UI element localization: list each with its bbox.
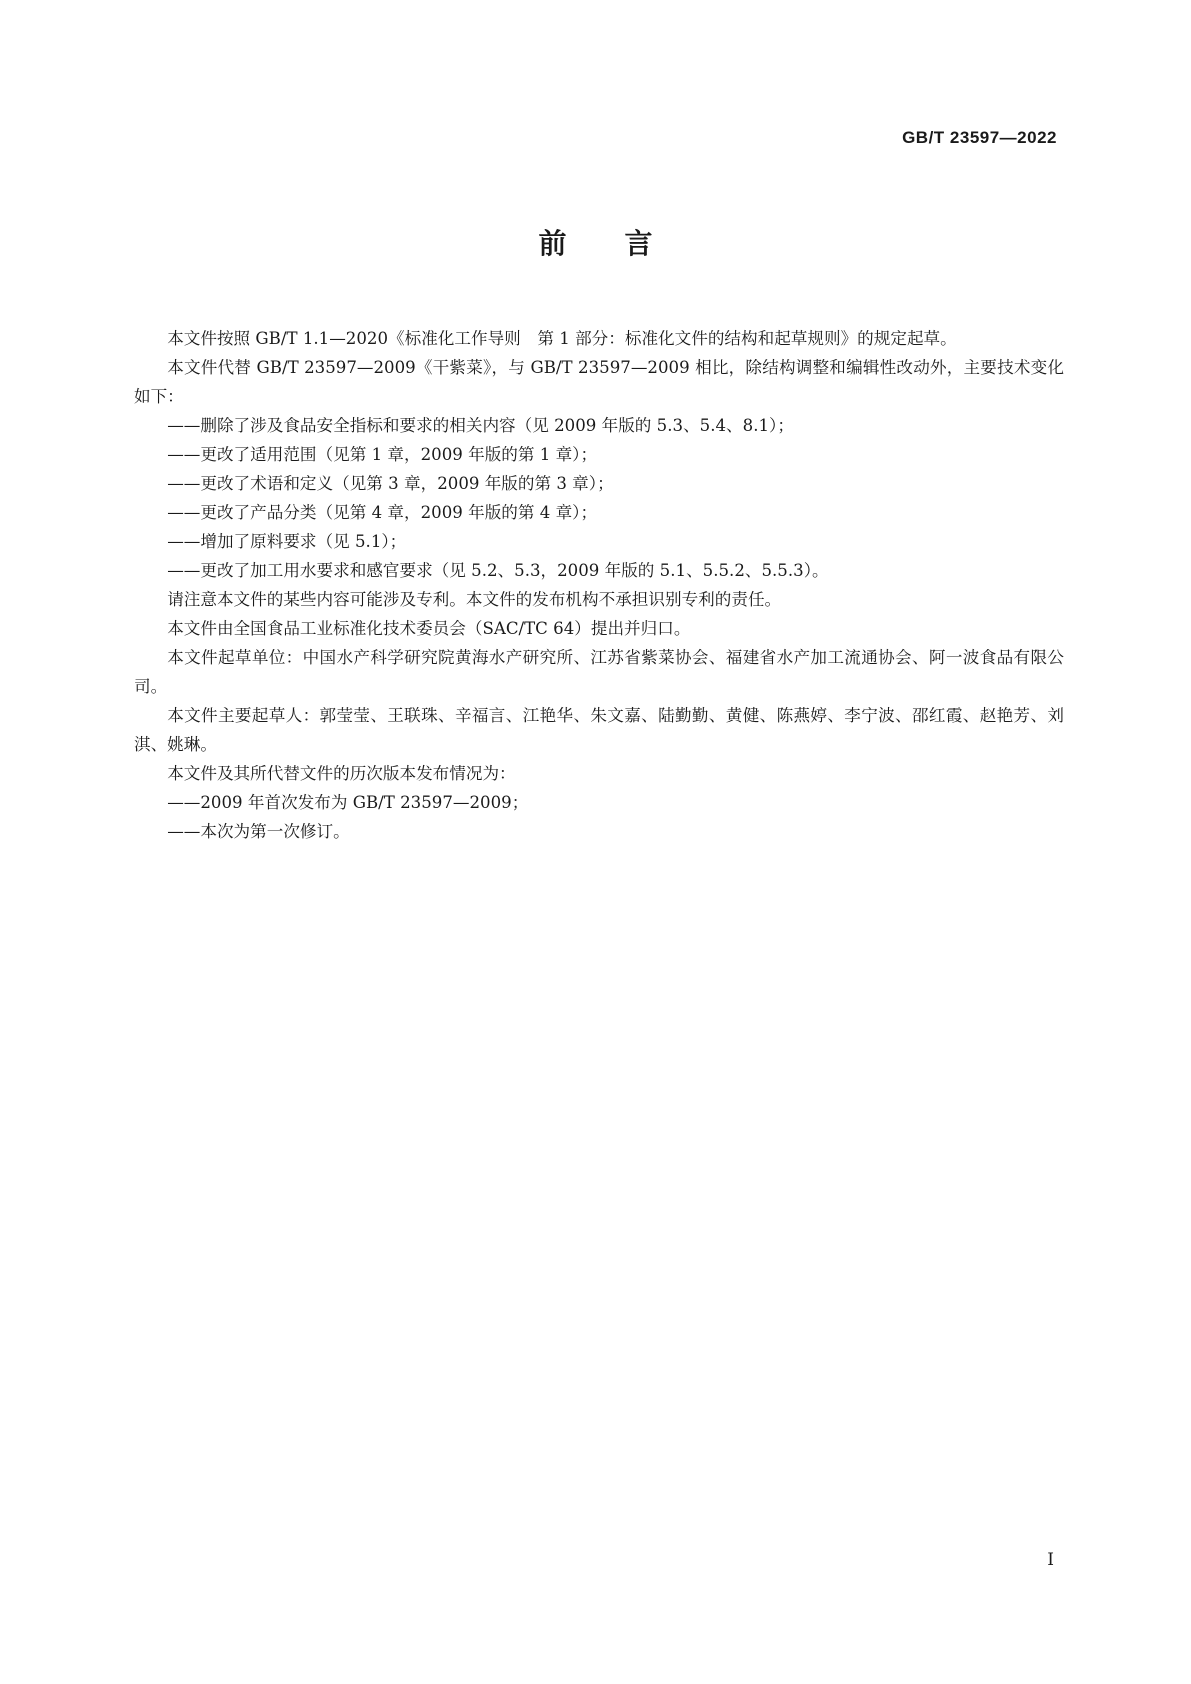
paragraph-patent-notice: 请注意本文件的某些内容可能涉及专利。本文件的发布机构不承担识别专利的责任。 (167, 590, 782, 609)
paragraph-drafters: 本文件主要起草人：郭莹莹、王联珠、辛福言、江艳华、朱文嘉、陆勤勤、黄健、陈燕婷、李宁波、邵红霞、赵艳芳、刘淇、姚琳。 (134, 706, 1064, 754)
paragraph-history-intro: 本文件及其所代替文件的历次版本发布情况为： (167, 764, 516, 783)
paragraph-drafting-rules: 本文件按照 GB/T 1.1—2020《标准化工作导则 第 1 部分：标准化文件的结构和起草规则》的规定起草。 (167, 329, 957, 348)
change-item: ——更改了术语和定义（见第 3 章，2009 年版的第 3 章）； (167, 474, 614, 493)
history-item: ——2009 年首次发布为 GB/T 23597—2009； (167, 793, 529, 812)
paragraph-proposer: 本文件由全国食品工业标准化技术委员会（SAC/TC 64）提出并归口。 (167, 619, 691, 638)
foreword-body (134, 324, 1064, 846)
change-item: ——增加了原料要求（见 5.1）； (167, 532, 407, 551)
page-title (0, 226, 1191, 262)
change-item: ——更改了产品分类（见第 4 章，2009 年版的第 4 章）； (167, 503, 598, 522)
document-code: GB/T 23597—2022 (902, 128, 1057, 147)
history-item: ——本次为第一次修订。 (167, 822, 350, 841)
title-char-2: 言 (624, 227, 653, 260)
change-item: ——更改了适用范围（见第 1 章，2009 年版的第 1 章）； (167, 445, 598, 464)
title-char-1: 前 (538, 227, 567, 260)
change-item: ——更改了加工用水要求和感官要求（见 5.2、5.3，2009 年版的 5.1、5.5.2、5.5.3）。 (167, 561, 829, 580)
page-number: I (1047, 1550, 1054, 1570)
paragraph-replacement: 本文件代替 GB/T 23597—2009《干紫菜》，与 GB/T 23597—2009 相比，除结构调整和编辑性改动外，主要技术变化如下： (134, 358, 1064, 406)
change-item: ——删除了涉及食品安全指标和要求的相关内容（见 2009 年版的 5.3、5.4、8.1）； (167, 416, 794, 435)
paragraph-drafting-units: 本文件起草单位：中国水产科学研究院黄海水产研究所、江苏省紫菜协会、福建省水产加工流通协会、阿一波食品有限公司。 (134, 648, 1064, 696)
